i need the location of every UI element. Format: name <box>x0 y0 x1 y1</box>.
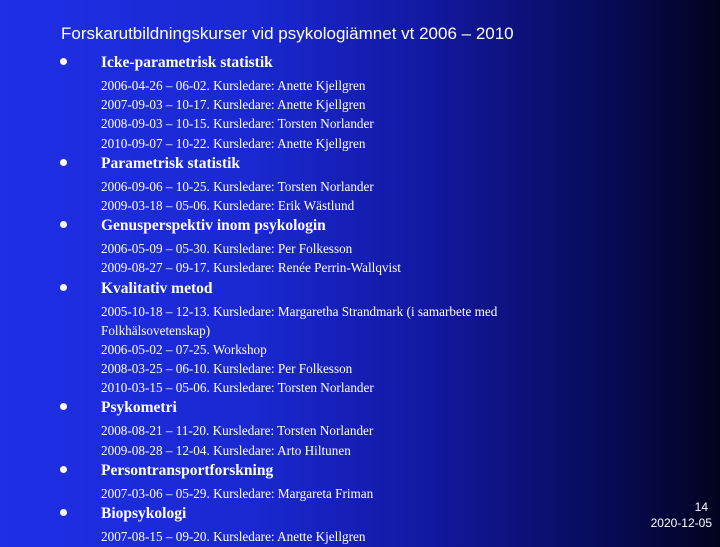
bullet-icon <box>60 159 67 166</box>
course-session: 2007-03-06 – 05-29. Kursledare: Margareta Friman <box>101 485 374 501</box>
course-section <box>0 216 720 277</box>
course-section <box>0 279 720 398</box>
course-section <box>0 53 720 153</box>
course-session: 2006-05-02 – 07-25. Workshop <box>101 341 267 357</box>
bullet-icon <box>60 466 67 473</box>
course-heading: Parametrisk statistik <box>101 154 241 172</box>
course-heading: Icke-parametrisk statistik <box>101 54 273 71</box>
course-session: 2007-08-15 – 09-20. Kursledare: Anette Kjellgren <box>101 529 366 545</box>
course-session: 2006-05-09 – 05-30. Kursledare: Per Folkesson <box>101 241 353 257</box>
course-session: 2009-03-18 – 05-06. Kursledare: Erik Wästlund <box>101 197 355 213</box>
course-session: 2009-08-28 – 12-04. Kursledare: Arto Hiltunen <box>101 442 351 458</box>
course-section <box>0 154 720 215</box>
bullet-icon <box>60 284 67 291</box>
course-session: 2007-09-03 – 10-17. Kursledare: Anette Kjellgren <box>101 97 366 113</box>
course-session: 2006-04-26 – 06-02. Kursledare: Anette Kjellgren <box>101 78 366 93</box>
course-session: 2008-08-21 – 11-20. Kursledare: Torsten Norlander <box>101 423 374 439</box>
slide-title: Forskarutbildningskurser vid psykologiämnet vt 2006 – 2010 <box>61 24 514 43</box>
course-session: 2008-03-25 – 06-10. Kursledare: Per Folkesson <box>101 361 353 377</box>
course-session: 2009-08-27 – 09-17. Kursledare: Renée Perrin-Wallqvist <box>101 260 401 276</box>
course-heading: Genusperspektiv inom psykologin <box>101 217 326 235</box>
slide-date: 2020-12-05 <box>650 516 712 530</box>
course-section <box>0 398 720 459</box>
course-heading: Biopsykologi <box>101 505 187 523</box>
course-heading: Psykometri <box>101 399 177 417</box>
bullet-icon <box>60 509 67 516</box>
course-heading: Kvalitativ metod <box>101 279 213 297</box>
course-heading: Persontransportforskning <box>101 461 274 479</box>
course-session: 2008-09-03 – 10-15. Kursledare: Torsten Norlander <box>101 116 374 132</box>
course-section <box>0 461 720 503</box>
course-list <box>0 53 720 547</box>
course-session: 2010-09-07 – 10-22. Kursledare: Anette Kjellgren <box>101 135 366 151</box>
bullet-icon <box>60 58 67 65</box>
course-session: 2010-03-15 – 05-06. Kursledare: Torsten Norlander <box>101 380 374 396</box>
bullet-icon <box>60 403 67 410</box>
page-number: 14 <box>694 500 708 514</box>
course-session: 2006-09-06 – 10-25. Kursledare: Torsten Norlander <box>101 178 374 194</box>
bullet-icon <box>60 221 67 228</box>
course-session: 2005-10-18 – 12-13. Kursledare: Margaretha Strandmark (i samarbete med Folkhälsovetenskap) <box>101 303 498 338</box>
